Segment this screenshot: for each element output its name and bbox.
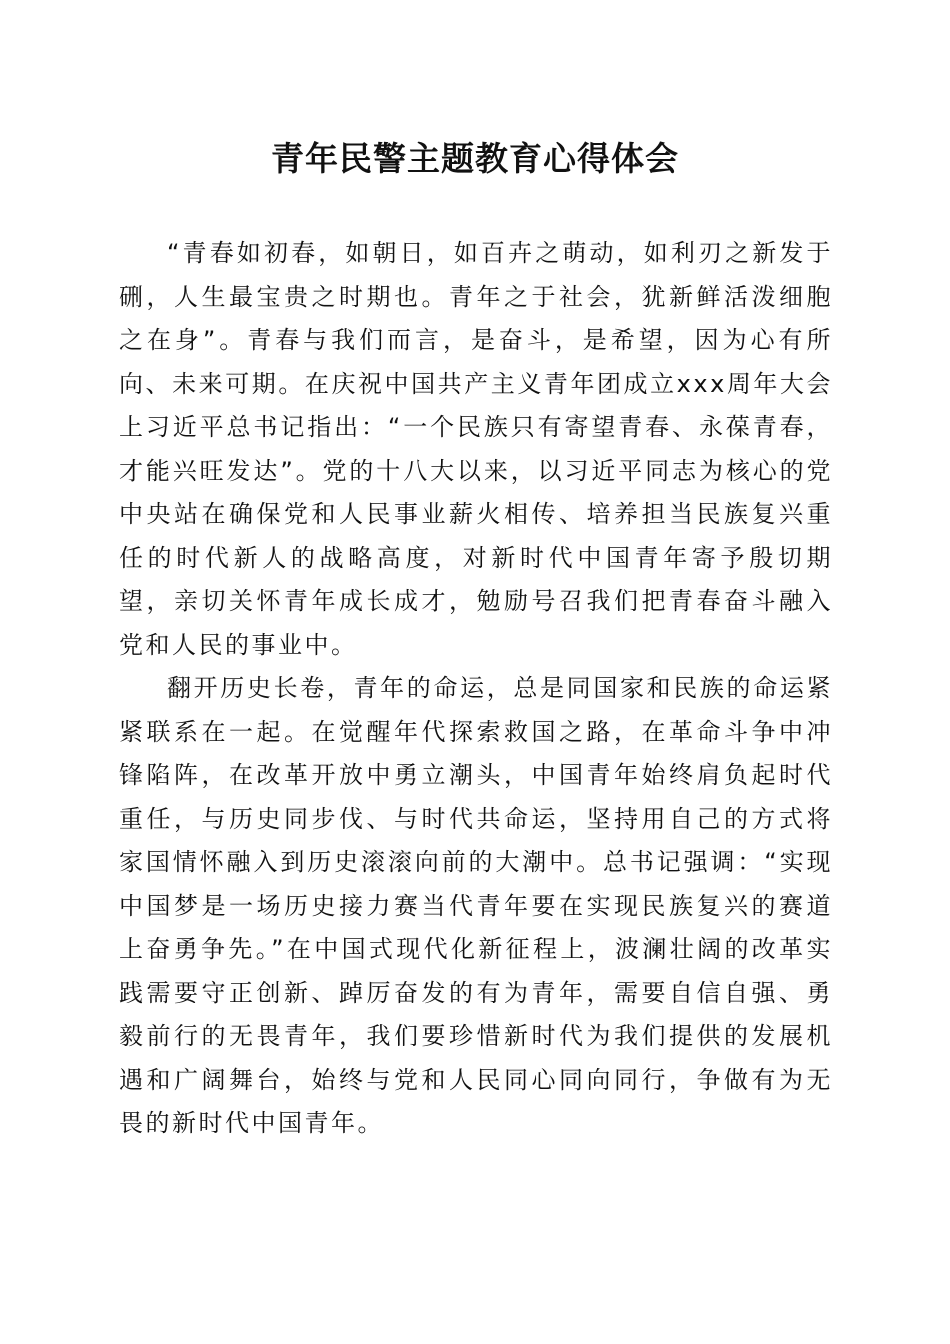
paragraph-2: 翻开历史长卷，青年的命运，总是同国家和民族的命运紧紧联系在一起。在觉醒年代探索救国之路，在革命斗争中冲锋陷阵，在改革开放中勇立潮头，中国青年始终肩负起时代重任，与历史同步伐、与时代共命运，坚持用自己的方式将家国情怀融入到历史滚滚向前的大潮中。总书记强调：“实现中国梦是一场历史接力赛当代青年要在实现民族复兴的赛道上奋勇争先。”在中国式现代化新征程上，波澜壮阔的改革实践需要守正创新、踔厉奋发的有为青年，需要自信自强、勇毅前行的无畏青年，我们要珍惜新时代为我们提供的发展机遇和广阔舞台，始终与党和人民同心同向同行，争做有为无畏的新时代中国青年。	[119, 674, 833, 1137]
paragraph-1: “青春如初春，如朝日，如百卉之萌动，如利刃之新发于硎，人生最宝贵之时期也。青年之于社会，犹新鲜活泼细胞之在身”。青春与我们而言，是奋斗，是希望，因为心有所向、未来可期。在庆祝中国共产主义青年团成立xxx周年大会上习近平总书记指出：“一个民族只有寄望青春、永葆青春，才能兴旺发达”。党的十八大以来，以习近平同志为核心的党中央站在确保党和人民事业薪火相传、培养担当民族复兴重任的时代新人的战略高度，对新时代中国青年寄予殷切期望，亲切关怀青年成长成才，勉励号召我们把青春奋斗融入党和人民的事业中。	[119, 239, 833, 659]
document-title: 青年民警主题教育心得体会	[271, 139, 679, 178]
document-body	[119, 232, 833, 1146]
